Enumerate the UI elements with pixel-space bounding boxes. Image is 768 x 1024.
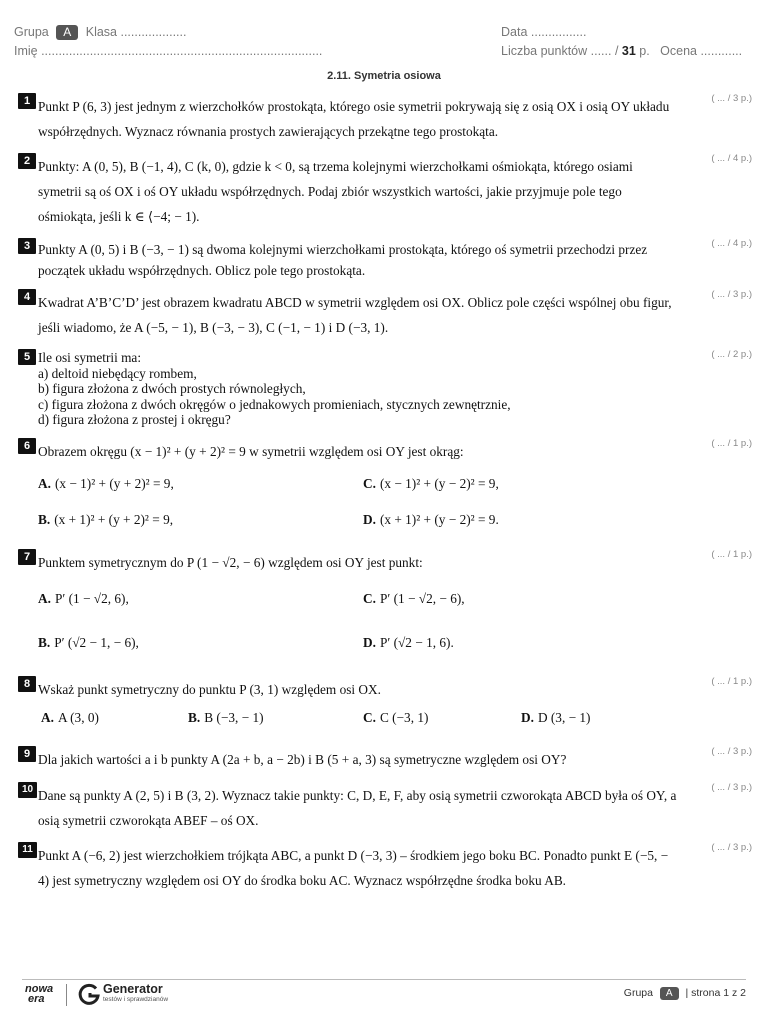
option-c[interactable]: C. P′ (1 − √2, − 6), [363,591,465,606]
task-text: Wskaż punkt symetryczny do punktu P (3, 1) względem osi OX. [38,682,381,697]
generator-logo-text: Generator [103,982,163,996]
task-number: 1 [18,93,36,109]
task-text [38,350,678,428]
task-text: Punkt P (6, 3) jest jednym z wierzchołków prostokąta, którego osie symetrii pokrywają się z osią OX i osią OY układu współrzędnych. Wyznacz równania prostych zawierających przekątne tego prostokąta. [38,99,670,139]
task-points: ( ... / 4 p.) [711,153,752,164]
footer-page-number: | strona 1 z 2 [685,987,746,999]
task-number: 8 [18,676,36,692]
task-line: a) deltoid niebędący rombem, [38,365,197,381]
section-title: 2.11. Symetria osiowa [327,70,441,82]
task-text: Kwadrat A’B’C’D’ jest obrazem kwadratu ABCD w symetrii względem osi OX. Oblicz pole części wspólnej obu figur, jeśli wiadomo, że A (−5, − 1), B (−3, − 3), C (−1, − 1) i D (−3, 1). [38,295,672,335]
task-text: Punkt A (−6, 2) jest wierzchołkiem trójkąta ABC, a punkt D (−3, 3) – środkiem jego boku BC. Ponadto punkt E (−5, − 4) jest symetryczny względem osi OY do środka boku AC. Wyznacz współrzędne środka boku AB. [38,848,669,888]
option-d[interactable]: D. P′ (√2 − 1, 6). [363,635,454,650]
task-points: ( ... / 3 p.) [711,746,752,757]
task-points: ( ... / 4 p.) [711,238,752,249]
task-line: Ile osi symetrii ma: [38,350,142,365]
task-points: ( ... / 3 p.) [711,782,752,793]
task-text: Punktem symetrycznym do P (1 − √2, − 6) względem osi OY jest punkt: [38,555,423,570]
task-points: ( ... / 3 p.) [711,842,752,853]
logo-separator [66,984,67,1006]
points-total: 31 [621,44,636,58]
option-b[interactable]: B. P′ (√2 − 1, − 6), [38,635,139,650]
option-d[interactable]: D. D (3, − 1) [521,710,591,725]
grade-field[interactable]: Ocena ............ [660,44,743,58]
task-text: Dla jakich wartości a i b punkty A (2a + b, a − 2b) i B (5 + a, 3) są symetryczne względem osi OY? [38,752,567,767]
name-field[interactable]: Imię ................................................................................. [14,44,323,58]
task-number: 6 [18,438,36,454]
option-c[interactable]: C. (x − 1)² + (y − 2)² = 9, [363,476,499,491]
task-number: 2 [18,153,36,169]
task-line: b) figura złożona z dwóch prostych równoległych, [38,381,306,396]
task-points: ( ... / 3 p.) [711,93,752,104]
task-points: ( ... / 3 p.) [711,289,752,300]
option-a[interactable]: A. A (3, 0) [41,710,99,725]
generator-g-icon [77,982,101,1011]
task-line: c) figura złożona z dwóch okręgów o jednakowych promieniach, stycznych zewnętrznie, [38,396,511,412]
task-number: 7 [18,549,36,565]
option-c[interactable]: C. C (−3, 1) [363,710,429,725]
option-b[interactable]: B. B (−3, − 1) [188,710,264,725]
points-label: Liczba punktów ...... / [501,44,619,58]
task-text: Dane są punkty A (2, 5) i B (3, 2). Wyznacz takie punkty: C, D, E, F, aby osią symetrii czworokąta ABCD była oś OY, a osią symetrii czworokąta ABEF – oś OX. [38,788,677,828]
option-b[interactable]: B. (x + 1)² + (y + 2)² = 9, [38,512,174,527]
task-line: d) figura złożona z prostej i okręgu? [38,412,231,427]
task-text: Punkty A (0, 5) i B (−3, − 1) są dwoma kolejnymi wierzchołkami prostokąta, którego oś symetrii przechodzi przez początek układu współrzędnych. Oblicz pole tego prostokąta. [38,242,648,278]
task-points: ( ... / 1 p.) [711,438,752,449]
footer-page-info [624,987,746,1000]
task-number: 10 [18,782,37,798]
score-row [501,44,742,58]
task-number: 3 [18,238,36,254]
points-unit: p. [639,44,650,58]
task-number: 11 [18,842,37,858]
task-number: 4 [18,289,36,305]
task-points: ( ... / 2 p.) [711,349,752,360]
task-text: Punkty: A (0, 5), B (−1, 4), C (k, 0), gdzie k < 0, są trzema kolejnymi wierzchołkami ośmiokąta, którego osiami symetrii są oś OX i oś OY układu współrzędnych. Podaj zbiór wszystkich wartości, jakie przyjmuje pole tego ośmiokąta, jeśli k ∈ ⟨−4; − 1). [38,159,633,224]
option-a[interactable]: A. (x − 1)² + (y + 2)² = 9, [38,476,174,491]
option-d[interactable]: D. (x + 1)² + (y − 2)² = 9. [363,512,499,527]
footer-group-badge: A [660,987,679,1000]
footer-divider [22,979,746,980]
task-points: ( ... / 1 p.) [711,549,752,560]
header-group [14,25,186,40]
task-text: Obrazem okręgu (x − 1)² + (y + 2)² = 9 w symetrii względem osi OY jest okrąg: [38,444,464,459]
class-field[interactable]: Klasa ................... [85,25,187,39]
date-field[interactable]: Data ................ [501,25,587,39]
task-number: 5 [18,349,36,365]
group-label: Grupa [14,25,49,39]
option-a[interactable]: A. P′ (1 − √2, 6), [38,591,129,606]
task-points: ( ... / 1 p.) [711,676,752,687]
footer-group-label: Grupa [623,987,653,999]
group-badge: A [56,25,78,40]
nowa-era-logo: nowa era [25,983,54,1005]
task-number: 9 [18,746,36,762]
generator-logo-subtitle: testów i sprawdzianów [103,996,169,1003]
